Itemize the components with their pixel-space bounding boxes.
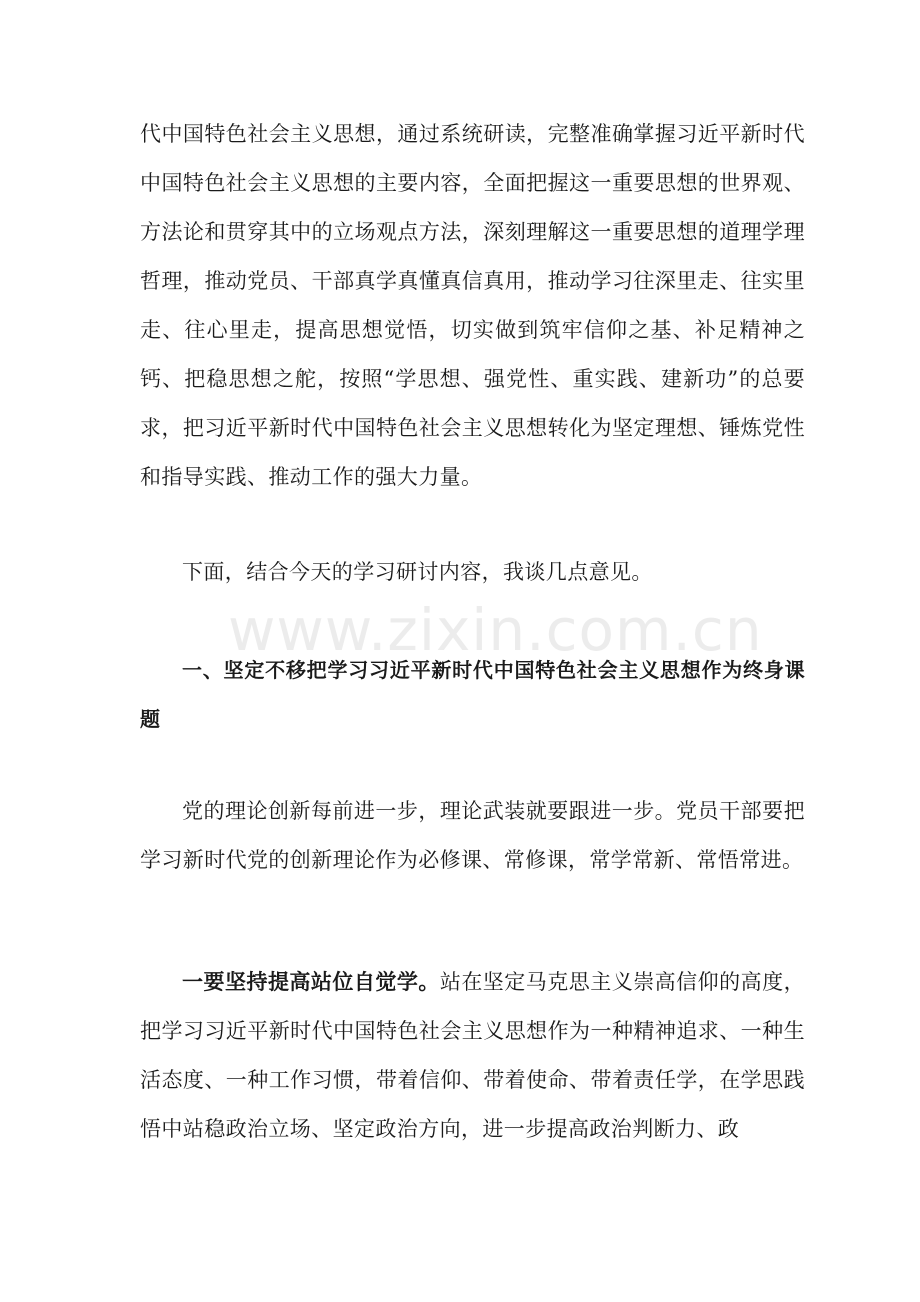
paragraph-2: 下面，结合今天的学习研讨内容，我谈几点意见。	[182, 560, 653, 584]
paragraph-4-lead: 一要坚持提高站位自觉学。	[182, 970, 440, 994]
watermark: www.zixin.com.cn	[228, 596, 763, 664]
paragraph-4-body: 站在坚定马克思主义崇高信仰的高度，把学习习近平新时代中国特色社会主义思想作为一种精神追求、一种生活态度、一种工作习惯，带着信仰、带着使命、带着责任学，在学思践悟中站稳政治立场、坚定政治方向，进一步提高政治判断力、政	[140, 970, 805, 1141]
paragraph-4	[140, 958, 805, 1154]
paragraph-1: 代中国特色社会主义思想，通过系统研读，完整准确掌握习近平新时代中国特色社会主义思想的主要内容，全面把握这一重要思想的世界观、方法论和贯穿其中的立场观点方法，深刻理解这一重要思想的道理学理哲理，推动党员、干部真学真懂真信真用，推动学习往深里走、往实里走、往心里走，提高思想觉悟，切实做到筑牢信仰之基、补足精神之钙、把稳思想之舵，按照“学思想、强党性、重实践、建新功”的总要求，把习近平新时代中国特色社会主义思想转化为坚定理想、锤炼党性和指导实践、推动工作的强大力量。	[140, 122, 805, 489]
section-heading-1: 一、坚定不移把学习习近平新时代中国特色社会主义思想作为终身课题	[140, 658, 805, 731]
paragraph-3: 党的理论创新每前进一步，理论武装就要跟进一步。党员干部要把学习新时代党的创新理论作为必修课、常修课，常学常新、常悟常进。	[140, 799, 805, 872]
